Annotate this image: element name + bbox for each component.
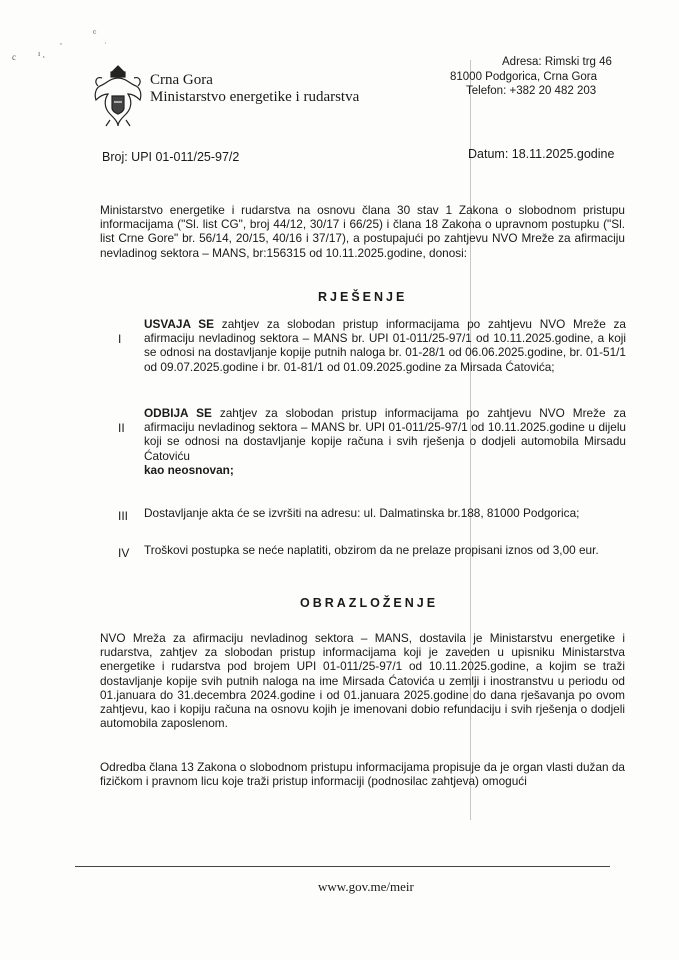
scan-specks	[0, 0, 160, 70]
reasoning-paragraph-2: Odredba člana 13 Zakona o slobodnom pristupu informacijama propisuje da je organ vlasti dužan da fizičkom i pravnom licu koje traži pristup informaciji (podnosilac zahtjeva) omogući	[100, 760, 625, 789]
item-text: zahtjev za slobodan pristup informacijama po zahtjevu NVO Mreže za afirmaciju nevladinog sektora – MANS br. UPI 01-011/25-97/1 od 10.11.2025.godine, a koji se odnosi na dostavljanje kopije putnih naloga br. 01-28/1 od 06.06.2025.godine, br. 01-51/1 od 09.07.2025.godine i br. 01-81/1 od 01.09.2025.godine za Mirsada Ćatovića;	[144, 317, 626, 374]
header-address-block	[450, 55, 612, 99]
decision-item	[144, 543, 626, 557]
decision-item	[144, 406, 626, 477]
document-number: Broj: UPI 01-011/25-97/2	[102, 150, 240, 164]
item-text: Dostavljanje akta će se izvršiti na adresu: ul. Dalmatinska br.188, 81000 Podgorica;	[144, 506, 580, 520]
header-organization	[150, 72, 359, 106]
intro-paragraph: Ministarstvo energetike i rudarstva na osnovu člana 30 stav 1 Zakona o slobodnom pristupu informacijama ("Sl. list CG", broj 44/12, 30/17 i 66/25) i člana 18 Zakona o upravnom postupku ("Sl. list Crne Gore" br. 56/14, 20/15, 40/16 i 37/17), a postupajući po zahtjevu NVO Mreže za afirmaciju nevladinog sektora – MANS, br:156315 od 10.11.2025.godine, donosi:	[100, 203, 625, 260]
item-text: Troškovi postupka se neće naplatiti, obzirom da ne prelaze propisani iznos od 3,00 eur.	[144, 543, 599, 557]
item-bold-end: kao neosnovan;	[144, 462, 234, 477]
footer-divider	[75, 866, 610, 867]
svg-text:,: ,	[60, 37, 62, 46]
item-numeral: IV	[118, 546, 130, 560]
address-line: Adresa: Rimski trg 46	[502, 56, 612, 68]
ministry-name: Ministarstvo energetike i rudarstva	[150, 89, 360, 105]
decision-item	[144, 506, 626, 520]
item-bold-start: USVAJA SE	[144, 317, 215, 331]
country-name: Crna Gora	[150, 72, 213, 88]
phone-line: Telefon: +382 20 482 203	[466, 85, 597, 97]
item-numeral: I	[118, 332, 122, 346]
item-text: zahtjev za slobodan pristup informacijama po zahtjevu NVO Mreže za afirmaciju nevladinog sektora – MANS br. UPI 01-011/25-97/1 od 10.11.2025.godine u dijelu koji se odnosi na dostavljanje kopije računa i svih rješenja o dodjeli automobila Mirsadu Ćatoviću	[144, 406, 626, 463]
city-line: 81000 Podgorica, Crna Gora	[450, 70, 598, 83]
coat-of-arms-icon	[90, 64, 146, 130]
svg-text:ͼ: ͼ	[93, 27, 97, 36]
item-numeral: III	[118, 509, 129, 523]
reasoning-paragraph-1: NVO Mreža za afirmaciju nevladinog sektora – MANS, dostavila je Ministarstvu energetike i rudarstva, zahtjev za slobodan pristup informacijama koji je zaveden u upisniku Ministarstva energetike i rudarstva pod brojem UPI 01-011/25-97/1 od 10.11.2025.godine, a kojim se traži dostavljanje kopije svih putnih naloga na ime Mirsada Ćatovića u zemlji i inostranstvu u periodu od 01.januara do 31.decembra 2024.godine i od 01.januara 2025.godine do dana rješavanja po ovom zahtjevu, kao i kopiju računa na osnovu kojih je imenovani dobio refundaciju i svih rješenja o dodjeli automobila zaposlenom.	[100, 631, 625, 731]
item-bold-start: ODBIJA SE	[144, 406, 212, 420]
decision-item	[144, 317, 626, 374]
svg-text:ı ¸: ı ¸	[38, 49, 45, 58]
reasoning-heading: OBRAZLOŽENJE	[300, 596, 439, 610]
svg-text:·: ·	[104, 39, 107, 48]
svg-text:c: c	[12, 52, 16, 62]
footer-url[interactable]: www.gov.me/meir	[318, 879, 414, 894]
item-numeral: II	[118, 421, 125, 435]
decision-heading: RJEŠENJE	[318, 290, 408, 304]
document-date: Datum: 18.11.2025.godine	[468, 147, 615, 161]
